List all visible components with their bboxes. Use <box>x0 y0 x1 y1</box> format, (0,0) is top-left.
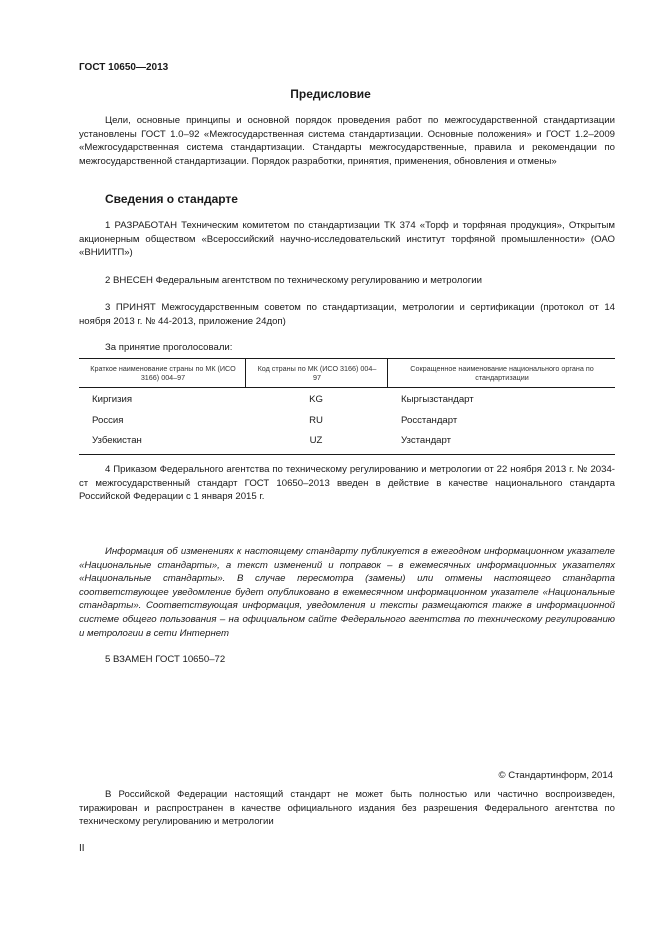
table-cell-body: Кыргызстандарт <box>401 394 474 405</box>
table-header-country: Краткое наименование страны по МК (ИСО 3166) 004–97 <box>90 364 236 382</box>
table-cell-country: Россия <box>92 415 124 426</box>
copyright-notice: В Российской Федерации настоящий стандарт не может быть полностью или частично воспроизведен, тиражирован и распространен в качестве официального издания без разрешения Федерального агентства по техническому регулированию и метрологии <box>79 789 615 828</box>
table-cell-code: RU <box>309 415 323 426</box>
item-1-developed: 1 РАЗРАБОТАН Техническим комитетом по стандартизации ТК 374 «Торф и торфяная продукция», Открытым акционерным обществом «Всероссийский научно-исследовательский институт торфяной промышленности» (ОАО «ВНИИТП») <box>79 220 615 259</box>
table-cell-code: KG <box>309 394 323 405</box>
item-5-replaces: 5 ВЗАМЕН ГОСТ 10650–72 <box>105 654 226 665</box>
table-top-rule <box>79 358 615 359</box>
preface-paragraph: Цели, основные принципы и основной порядок проведения работ по межгосударственной стандартизации установлены ГОСТ 1.0–92 «Межгосударственная система стандартизации. Основные положения» и ГОСТ 1.2–2009 «Межгосударственная система стандартизации. Стандарты межгосударственные, правила и рекомендации по межгосударственной стандартизации. Порядок разработки, принятия, применения, обновления и отмены» <box>79 115 615 167</box>
table-cell-body: Узстандарт <box>401 435 452 446</box>
table-cell-body: Росстандарт <box>401 415 458 426</box>
table-cell-code: UZ <box>309 435 323 446</box>
info-notice: Информация об изменениях к настоящему стандарту публикуется в ежегодном информационном указателе «Национальные стандарты», а текст изменений и поправок – в ежемесячных информационных указателях «Национальные стандарты». В случае пересмотра (замены) или отмены настоящего стандарта соответствующее уведомление будет опубликовано в ежемесячном информационном указателе «Национальные стандарты». Соответствующая информация, уведомления и тексты размещаются также в информационной системе общего пользования – на официальном сайте Федерального агентства по техническому регулированию и метрологии в сети Интернет <box>79 546 615 639</box>
table-cell-country: Узбекистан <box>92 435 142 446</box>
page-number: II <box>79 843 85 854</box>
item-2-introduced: 2 ВНЕСЕН Федеральным агентством по техническому регулированию и метрологии <box>105 275 483 286</box>
page-title: Предисловие <box>290 87 371 101</box>
table-header-rule <box>79 387 615 388</box>
voting-table <box>79 358 615 454</box>
table-col-divider <box>245 358 246 387</box>
vote-label: За принятие проголосовали: <box>105 342 233 353</box>
copyright-line: © Стандартинформ, 2014 <box>498 770 613 781</box>
table-bottom-rule <box>79 454 615 455</box>
item-3-adopted: 3 ПРИНЯТ Межгосударственным советом по стандартизации, метрологии и сертификации (протокол от 14 ноября 2013 г. № 44-2013, приложение 24доп) <box>79 302 615 327</box>
table-header-code: Код страны по МК (ИСО 3166) 004–97 <box>257 364 377 382</box>
table-cell-country: Киргизия <box>92 394 133 405</box>
section-heading: Сведения о стандарте <box>105 192 238 206</box>
item-4-order: 4 Приказом Федерального агентства по техническому регулированию и метрологии от 22 ноября 2013 г. № 2034-ст межгосударственный стандарт ГОСТ 10650–2013 введен в действие в качестве национального стандарта Российской Федерации с 1 января 2015 г. <box>79 464 615 503</box>
table-header-body: Сокращенное наименование национального органа по стандартизации <box>410 364 594 382</box>
document-code: ГОСТ 10650—2013 <box>79 62 169 73</box>
table-col-divider <box>387 358 388 387</box>
